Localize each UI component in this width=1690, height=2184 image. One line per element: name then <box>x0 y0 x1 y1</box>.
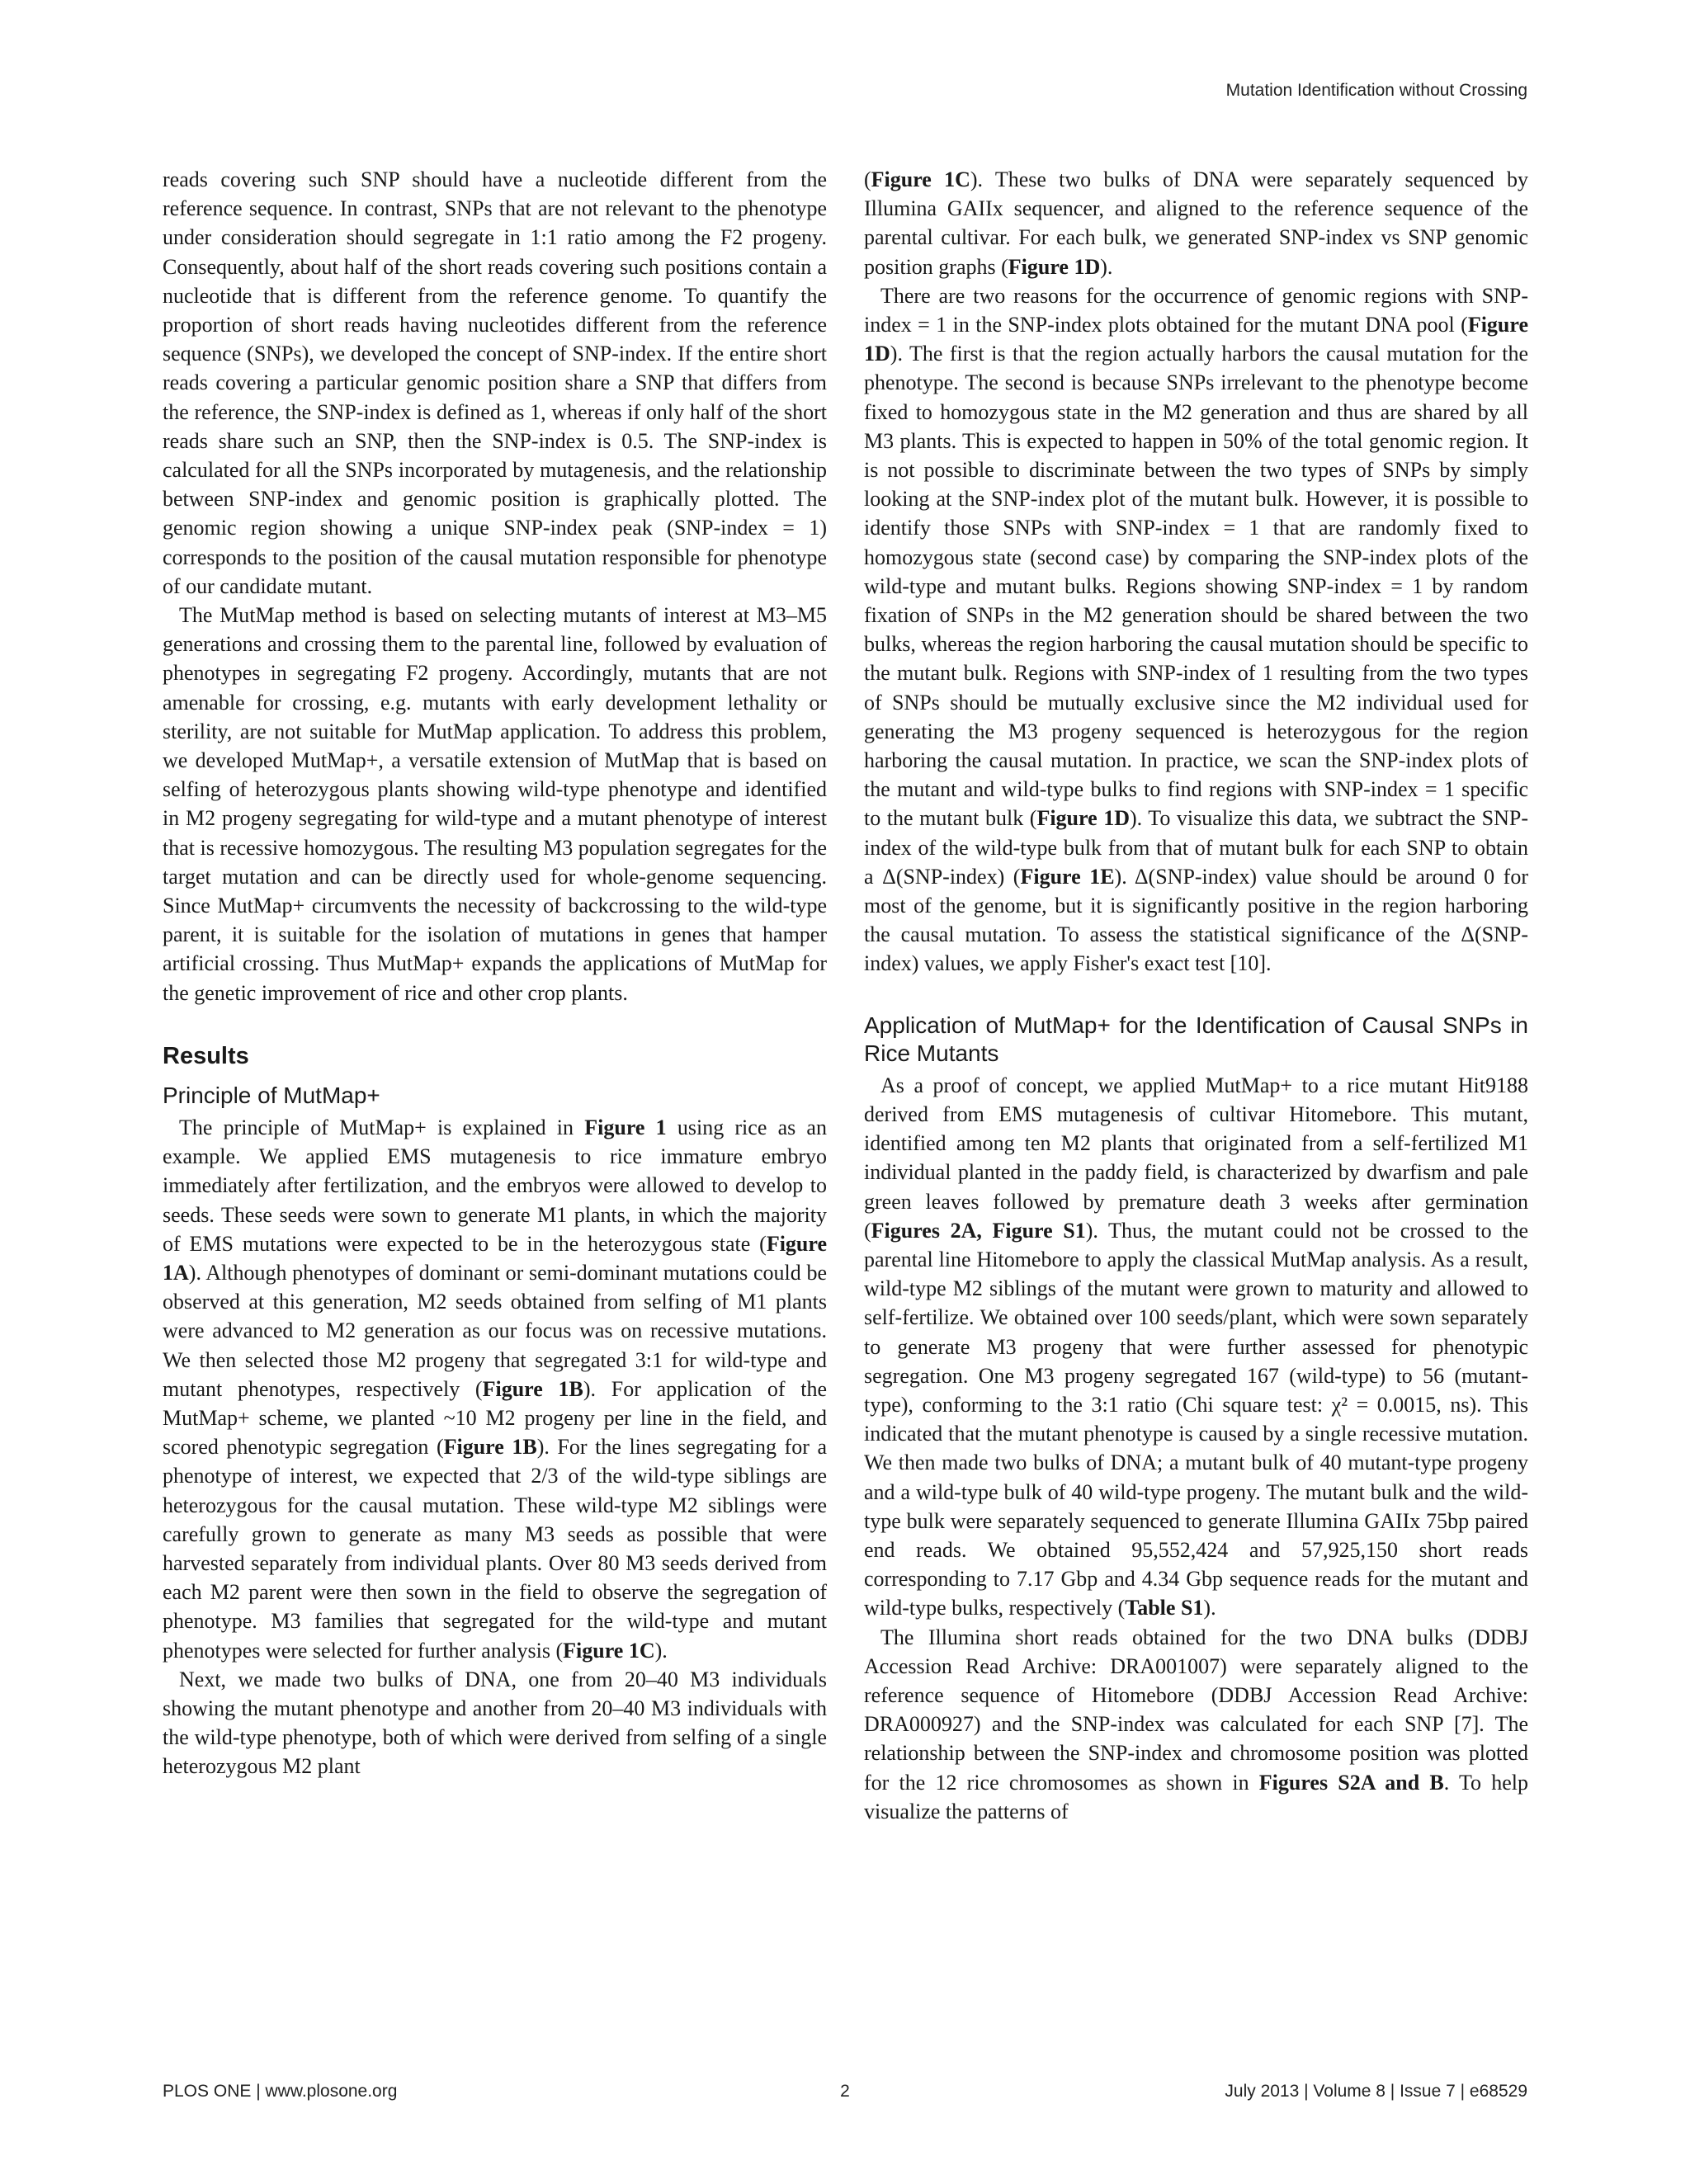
paragraph: As a proof of concept, we applied MutMap+ to a rice mutant Hit9188 derived from EMS mutagenesis of cultivar Hitomebore. This mutant, identified among ten M2 plants that originated from a self-fertilized M1 individual planted in the paddy field, is characterized by dwarfism and pale green leaves followed by premature death 3 weeks after germination (Figures 2A, Figure S1). Thus, the mutant could not be crossed to the parental line Hitomebore to apply the classical MutMap analysis. As a result, wild-type M2 siblings of the mutant were grown to maturity and allowed to self-fertilize. We obtained over 100 seeds/plant, which were sown separately to generate M3 progeny that were further assessed for phenotypic segregation. One M3 progeny segregated 167 (wild-type) to 56 (mutant-type), conforming to the 3:1 ratio (Chi square test: χ² = 0.0015, ns). This indicated that the mutant phenotype is caused by a single recessive mutation. We then made two bulks of DNA; a mutant bulk of 40 mutant-type progeny and a wild-type bulk of 40 wild-type progeny. The mutant bulk and the wild-type bulk were separately sequenced to generate Illumina GAIIx 75bp paired end reads. We obtained 95,552,424 and 57,925,150 short reads corresponding to 7.17 Gbp and 4.34 Gbp sequence reads for the mutant and wild-type bulks, respectively (Table S1). <box>864 1073 1528 1620</box>
paragraph: The MutMap method is based on selecting mutants of interest at M3–M5 generations and crossing them to the parental line, followed by evaluation of phenotypes in segregating F2 progeny. Accordingly, mutants that are not amenable for crossing, e.g. mutants with early development lethality or sterility, are not suitable for MutMap application. To address this problem, we developed MutMap+, a versatile extension of MutMap that is based on selfing of heterozygous plants showing wild-type phenotype and identified in M2 progeny segregating for wild-type and a mutant phenotype of interest that is recessive homozygous. The resulting M3 population segregates for the target mutation and can be directly used for whole-genome sequencing. Since MutMap+ circumvents the necessity of backcrossing to the wild-type parent, it is suitable for the isolation of mutations in genes that hamper artificial crossing. Thus MutMap+ expands the applications of MutMap for the genetic improvement of rice and other crop plants. <box>163 603 827 1005</box>
figure-reference[interactable]: Figures S2A and B <box>1258 1770 1444 1795</box>
paragraph: There are two reasons for the occurrence of genomic regions with SNP-index = 1 in the SNP-index plots obtained for the mutant DNA pool (Figure 1D). The first is that the region actually harbors the causal mutation for the phenotype. The second is because SNPs irrelevant to the phenotype become fixed to homozygous state in the M2 generation and thus are shared by all M3 plants. This is expected to happen in 50% of the total genomic region. It is not possible to discriminate between the two types of SNPs by simply looking at the SNP-index plot of the mutant bulk. However, it is possible to identify those SNPs with SNP-index = 1 that are randomly fixed to homozygous state (second case) by comparing the SNP-index plots of the wild-type and mutant bulks. Regions showing SNP-index = 1 by random fixation of SNPs in the M2 generation should be shared between the two bulks, whereas the region harboring the causal mutation should be specific to the mutant bulk. Regions with SNP-index of 1 resulting from the two types of SNPs should be mutually exclusive since the M2 individual used for generating the M3 progeny sequenced is heterozygous for the region harboring the causal mutation. In practice, we scan the SNP-index plots of the mutant and wild-type bulks to find regions with SNP-index = 1 specific to the mutant bulk (Figure 1D). To visualize this data, we subtract the SNP-index of the wild-type bulk from that of mutant bulk for each SNP to obtain a Δ(SNP-index) (Figure 1E). Δ(SNP-index) value should be around 0 for most of the genome, but it is significantly positive in the region harboring the causal mutation. To assess the statistical significance of the Δ(SNP-index) values, we apply Fisher's exact test [10]. <box>864 283 1528 976</box>
figure-reference[interactable]: Figure 1D <box>1036 806 1130 831</box>
figure-reference[interactable]: Figure 1C <box>563 1638 655 1663</box>
subsection-heading-application: Application of MutMap+ for the Identification of Causal SNPs in Rice Mutants <box>864 1012 1528 1066</box>
figure-reference[interactable]: Figure 1C <box>871 167 970 191</box>
paragraph: The principle of MutMap+ is explained in Figure 1 using rice as an example. We applied EMS mutagenesis to rice immature embryo immediately after fertilization, and the embryos were allowed to develop to seeds. These seeds were sown to generate M1 plants, in which the majority of EMS mutations were expected to be in the heterozygous state (Figure 1A). Although phenotypes of dominant or semi-dominant mutations could be observed at this generation, M2 seeds obtained from selfing of M1 plants were advanced to M2 generation as our focus was on recessive mutations. We then selected those M2 progeny that segregated 3:1 for wild-type and mutant phenotypes, respectively (Figure 1B). For application of the MutMap+ scheme, we planted ~10 M2 progeny per line in the field, and scored phenotypic segregation (Figure 1B). For the lines segregating for a phenotype of interest, we expected that 2/3 of the wild-type siblings are heterozygous for the causal mutation. These wild-type M2 siblings were carefully grown to generate as many M3 seeds as possible that were harvested separately from individual plants. Over 80 M3 seeds derived from each M2 parent were then sown in the field to observe the segregation of phenotype. M3 families that segregated for the wild-type and mutant phenotypes were selected for further analysis (Figure 1C). <box>163 1115 827 1663</box>
paragraph: The Illumina short reads obtained for the two DNA bulks (DDBJ Accession Read Archive: DRA001007) were separately aligned to the reference sequence of Hitomebore (DDBJ Accession Read Archive: DRA000927) and the SNP-index was calculated for each SNP [7]. The relationship between the SNP-index and chromosome position was plotted for the 12 rice chromosomes as shown in Figures S2A and B. To help visualize the patterns of <box>864 1625 1528 1823</box>
paragraph: (Figure 1C). These two bulks of DNA were separately sequenced by Illumina GAIIx sequencer, and aligned to the reference sequence of the parental cultivar. For each bulk, we generated SNP-index vs SNP genomic position graphs (Figure 1D). <box>864 167 1529 279</box>
left-column <box>163 165 827 1781</box>
page-number: 2 <box>840 2082 850 2101</box>
paragraph: Next, we made two bulks of DNA, one from 20–40 M3 individuals showing the mutant phenotype and another from 20–40 M3 individuals with the wild-type phenotype, both of which were derived from selfing of a single heterozygous M2 plant <box>163 1667 827 1779</box>
figure-reference[interactable]: Figure 1D <box>864 313 1528 366</box>
subsection-heading-principle: Principle of MutMap+ <box>163 1082 380 1108</box>
page-footer <box>163 2082 1527 2106</box>
figure-reference[interactable]: Figure 1B <box>443 1435 537 1460</box>
section-heading-results: Results <box>163 1042 249 1069</box>
figure-reference[interactable]: Figure 1 <box>584 1115 667 1139</box>
figure-reference[interactable]: Figure 1D <box>1008 254 1101 279</box>
running-title: Mutation Identification without Crossing <box>1225 81 1527 100</box>
paragraph: reads covering such SNP should have a nucleotide different from the reference sequence. In contrast, SNPs that are not relevant to the phenotype under consideration should segregate in 1:1 ratio among the F2 progeny. Consequently, about half of the short reads covering such positions contain a nucleotide that is different from the reference genome. To quantify the proportion of short reads having nucleotides different from the reference sequence (SNPs), we developed the concept of SNP-index. If the entire short reads covering a particular genomic position share a SNP that differs from the reference, the SNP-index is defined as 1, whereas if only half of the short reads share such an SNP, then the SNP-index is 0.5. The SNP-index is calculated for all the SNPs incorporated by mutagenesis, and the relationship between SNP-index and genomic position is graphically plotted. The genomic region showing a unique SNP-index peak (SNP-index = 1) corresponds to the position of the causal mutation responsible for phenotype of our candidate mutant. <box>163 167 827 598</box>
figure-reference[interactable]: Figure 1B <box>482 1376 583 1401</box>
figure-reference[interactable]: Figure 1A <box>163 1231 827 1285</box>
table-reference[interactable]: Table S1 <box>1125 1596 1204 1620</box>
figure-reference[interactable]: Figures 2A, Figure S1 <box>871 1218 1086 1243</box>
right-column <box>864 165 1528 1826</box>
issue-info: July 2013 | Volume 8 | Issue 7 | e68529 <box>1225 2082 1527 2101</box>
figure-reference[interactable]: Figure 1E <box>1020 864 1115 889</box>
journal-link[interactable]: PLOS ONE | www.plosone.org <box>163 2082 398 2101</box>
